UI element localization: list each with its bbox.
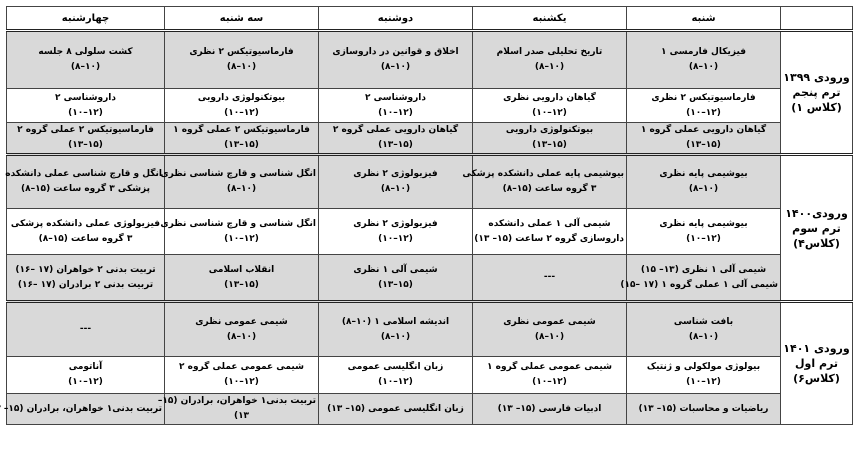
- course-cell-sunday: [473, 302, 627, 357]
- course-time: (۱۰–۸): [688, 62, 719, 72]
- cohort-label: [781, 302, 853, 425]
- schedule-wrapper: [3, 6, 853, 425]
- course-name: گیاهان دارویی عملی گروه ۲: [332, 125, 459, 135]
- schedule-row: [7, 255, 853, 302]
- course-time: (۱۰–۸): [226, 331, 257, 342]
- course-cell-monday: [319, 155, 473, 209]
- day-header-wednesday: چهارشنبه: [7, 7, 165, 31]
- course-time: (۱۰–۸): [380, 331, 411, 342]
- course-time: تربیت بدنی ۲ برادران (۱۷ –۱۶): [17, 279, 154, 290]
- course-name: انگل شناسی و قارچ شناسی نظری: [160, 218, 316, 229]
- course-name: فیزیولوژی ۲ نظری: [353, 169, 438, 179]
- cohort-label-line: ورودی ۱۳۹۹: [783, 71, 850, 84]
- course-time: (۱۲–۱۰): [686, 233, 721, 244]
- course-name: گیاهان دارویی عملی گروه ۱: [640, 125, 767, 135]
- course-time: ۳ گروه ساعت (۱۵–۸): [38, 233, 133, 244]
- course-time: (۱۲–۱۰): [224, 377, 259, 387]
- day-header-tuesday: سه شنبه: [165, 7, 319, 31]
- course-name: بیوشیمی پایه نظری: [659, 218, 748, 229]
- course-cell-monday: [319, 255, 473, 302]
- course-cell-sunday: [473, 357, 627, 394]
- cohort-label: [781, 155, 853, 302]
- course-name: زبان انگلیسی عمومی (۱۵– ۱۳): [327, 403, 464, 414]
- course-time: (۱۲–۱۰): [686, 377, 721, 387]
- course-name: کشت سلولی ۸ جلسه: [38, 47, 133, 57]
- course-time: (۱۲–۱۰): [68, 377, 103, 387]
- schedule-row: [7, 357, 853, 394]
- cohort-label-line: ترم سوم: [792, 221, 841, 235]
- header-corner-cell: [781, 7, 853, 31]
- course-time: (۱۲–۱۰): [378, 377, 413, 387]
- course-cell-sunday: [473, 31, 627, 89]
- course-time: (۱۰–۸): [226, 184, 257, 194]
- course-cell-wednesday: [7, 89, 165, 123]
- course-cell-wednesday: [7, 255, 165, 302]
- course-cell-wednesday: [7, 123, 165, 155]
- course-name: فارماسیوتیکس ۲ عملی گروه ۲: [17, 125, 154, 135]
- course-name: شیمی عمومی نظری: [195, 316, 288, 327]
- course-name: فارماسیوتیکس ۲ نظری: [651, 92, 756, 103]
- course-name: شیمی عمومی عملی گروه ۱: [487, 362, 612, 372]
- course-cell-tuesday: [165, 302, 319, 357]
- course-name: فیزیکال فارمسی ۱: [660, 47, 747, 57]
- course-cell-monday: [319, 89, 473, 123]
- course-cell-monday: [319, 209, 473, 255]
- course-cell-tuesday: [157, 394, 319, 425]
- cohort-label: [781, 31, 853, 155]
- course-time: (۱۰–۸): [70, 62, 101, 72]
- day-header-sunday: یکشنبه: [473, 7, 627, 31]
- course-cell-tuesday: [160, 209, 319, 255]
- course-name: تربیت بدنی۱ خواهران، برادران (۱۵–: [3, 403, 162, 414]
- course-name: شیمی عمومی عملی گروه ۲: [179, 362, 304, 372]
- cohort-label-line: ترم اول: [794, 357, 839, 370]
- course-cell-tuesday: [165, 123, 319, 155]
- course-name: بیوشیمی پایه نظری: [659, 169, 748, 179]
- course-time: پزشکی ۳ گروه ساعت (۱۵–۸): [20, 184, 151, 194]
- cohort-label-line: ترم پنجم: [792, 86, 841, 99]
- course-time: (۱۵–۱۳): [224, 279, 259, 290]
- course-name: آناتومی: [68, 362, 103, 372]
- course-name: تربیت بدنی۱ خواهران، برادران (۱۵–: [157, 396, 316, 406]
- schedule-row: [7, 155, 853, 209]
- course-cell-tuesday: [165, 31, 319, 89]
- course-time: (۱۵–۱۳): [378, 279, 413, 290]
- course-time: ۳ گروه ساعت (۱۵–۸): [502, 184, 597, 194]
- course-time: (۱۵–۱۳): [686, 140, 721, 150]
- course-time: (۱۲–۱۰): [378, 233, 413, 244]
- course-name: اندیشه اسلامی ۱ (۱۰–۸): [341, 316, 450, 327]
- course-name: تربیت بدنی ۲ خواهران (۱۷ –۱۶): [15, 264, 156, 275]
- course-time: (۱۰–۸): [380, 62, 411, 72]
- course-time: داروسازی گروه ۲ ساعت (۱۵– ۱۳): [474, 233, 624, 244]
- course-cell-tuesday: [165, 89, 319, 123]
- course-cell-wednesday: [7, 357, 165, 394]
- schedule-row: [7, 89, 853, 123]
- course-time: (۱۰–۸): [226, 62, 257, 72]
- course-cell-tuesday: [160, 155, 319, 209]
- course-cell-wednesday: [7, 155, 165, 209]
- course-name: بیوتکنولوژی دارویی: [505, 125, 594, 135]
- course-name: زبان انگلیسی عمومی: [347, 362, 444, 372]
- course-cell-saturday: [627, 89, 781, 123]
- cohort-label-line: (کلاس۴): [793, 236, 840, 250]
- schedule-row: [7, 123, 853, 155]
- course-name: انگل و قارچ شناسی عملی دانشکده: [5, 169, 162, 179]
- course-cell-sunday: [473, 209, 627, 255]
- course-time: (۱۲–۱۰): [224, 233, 259, 244]
- course-name: اخلاق و قوانین در داروسازی: [332, 47, 459, 57]
- course-cell-monday: [319, 302, 473, 357]
- course-name: شیمی آلی ۱ نظری: [353, 264, 438, 275]
- course-name: ریاضیات و محاسبات (۱۵– ۱۳): [638, 403, 769, 414]
- course-name: ---: [543, 272, 556, 282]
- day-header-row: [7, 7, 853, 31]
- course-cell-tuesday: [165, 357, 319, 394]
- course-name: ---: [79, 324, 92, 334]
- course-cell-wednesday: [7, 209, 165, 255]
- day-header-saturday: شنبه: [627, 7, 781, 31]
- course-name: انقلاب اسلامی: [208, 264, 275, 275]
- course-name: فارماسیوتیکس ۲ نظری: [189, 47, 294, 57]
- course-cell-tuesday: [165, 255, 319, 302]
- course-cell-wednesday: [3, 394, 165, 425]
- course-cell-wednesday: [7, 31, 165, 89]
- course-time: ۱۳): [233, 411, 250, 421]
- course-cell-saturday: [627, 209, 781, 255]
- course-name: گیاهان دارویی نظری: [503, 92, 596, 103]
- course-name: فیزیولوژی عملی دانشکده پزشکی: [10, 218, 161, 229]
- cohort-label-line: (کلاس۶): [793, 372, 840, 385]
- course-cell-sunday: [473, 255, 627, 302]
- course-cell-sunday: [462, 155, 627, 209]
- course-name: بیوتکنولوژی دارویی: [197, 92, 286, 103]
- cohort-label-line: ورودی ۱۴۰۱: [783, 342, 850, 355]
- course-name: بیولوژی مولکولی و ژنتیک: [646, 362, 761, 372]
- course-time: (۱۰–۸): [688, 331, 719, 342]
- course-time: (۱۰–۸): [380, 184, 411, 194]
- schedule-row: [7, 302, 853, 357]
- course-cell-sunday: [473, 89, 627, 123]
- course-time: (۱۲–۱۰): [378, 107, 413, 118]
- course-name: بافت شناسی: [673, 316, 734, 327]
- course-name: انگل شناسی و قارچ شناسی نظری: [160, 169, 316, 179]
- cohort-label-line: (کلاس ۱): [791, 101, 842, 114]
- schedule-row: [7, 31, 853, 89]
- schedule-row: [7, 209, 853, 255]
- course-name: شیمی عمومی نظری: [503, 316, 596, 327]
- course-time: (۱۵–۱۳): [378, 140, 413, 150]
- course-cell-saturday: [627, 357, 781, 394]
- course-time: (۱۲–۱۰): [532, 377, 567, 387]
- course-time: (۱۰–۸): [534, 331, 565, 342]
- course-name: داروشناسی ۲: [365, 92, 426, 103]
- cohort-label-line: ورودی۱۴۰۰: [785, 206, 848, 220]
- course-time: (۱۰–۸): [534, 62, 565, 72]
- course-name: شیمی آلی ۱ نظری (۱۳– ۱۵): [640, 264, 767, 275]
- course-cell-wednesday: [7, 302, 165, 357]
- course-cell-saturday: [627, 302, 781, 357]
- course-time: (۱۵–۱۳): [68, 140, 103, 150]
- course-cell-saturday: [627, 394, 781, 425]
- course-name: فیزیولوژی ۲ نظری: [353, 218, 438, 229]
- course-time: (۱۲–۱۰): [532, 107, 567, 118]
- course-time: (۱۵–۱۳): [224, 140, 259, 150]
- course-cell-monday: [319, 394, 473, 425]
- course-cell-saturday: [627, 31, 781, 89]
- schedule-row: [7, 394, 853, 425]
- course-time: شیمی آلی ۱ عملی گروه ۱ (۱۷ –۱۵): [620, 279, 778, 290]
- course-cell-monday: [319, 31, 473, 89]
- course-cell-saturday: [627, 123, 781, 155]
- course-name: شیمی آلی ۱ عملی دانشکده: [488, 218, 611, 229]
- course-name: فارماسیوتیکس ۲ عملی گروه ۱: [173, 125, 310, 135]
- course-time: (۱۲–۱۰): [68, 107, 103, 118]
- course-cell-saturday: [627, 155, 781, 209]
- course-cell-saturday: [620, 255, 781, 302]
- course-time: (۱۵–۱۳): [532, 140, 567, 150]
- course-name: بیوشیمی پایه عملی دانشکده پزشکی: [462, 169, 624, 179]
- course-name: تاریخ تحلیلی صدر اسلام: [496, 47, 603, 57]
- day-header-monday: دوشنبه: [319, 7, 473, 31]
- course-name: داروشناسی ۲: [55, 92, 116, 103]
- course-name: ادبیات فارسی (۱۵– ۱۳): [497, 403, 602, 414]
- course-cell-monday: [319, 357, 473, 394]
- course-time: (۱۲–۱۰): [686, 107, 721, 118]
- course-time: (۱۲–۱۰): [224, 107, 259, 118]
- course-time: (۱۰–۸): [688, 184, 719, 194]
- course-cell-sunday: [473, 394, 627, 425]
- course-cell-sunday: [473, 123, 627, 155]
- class-schedule-table: [3, 6, 853, 425]
- course-cell-monday: [319, 123, 473, 155]
